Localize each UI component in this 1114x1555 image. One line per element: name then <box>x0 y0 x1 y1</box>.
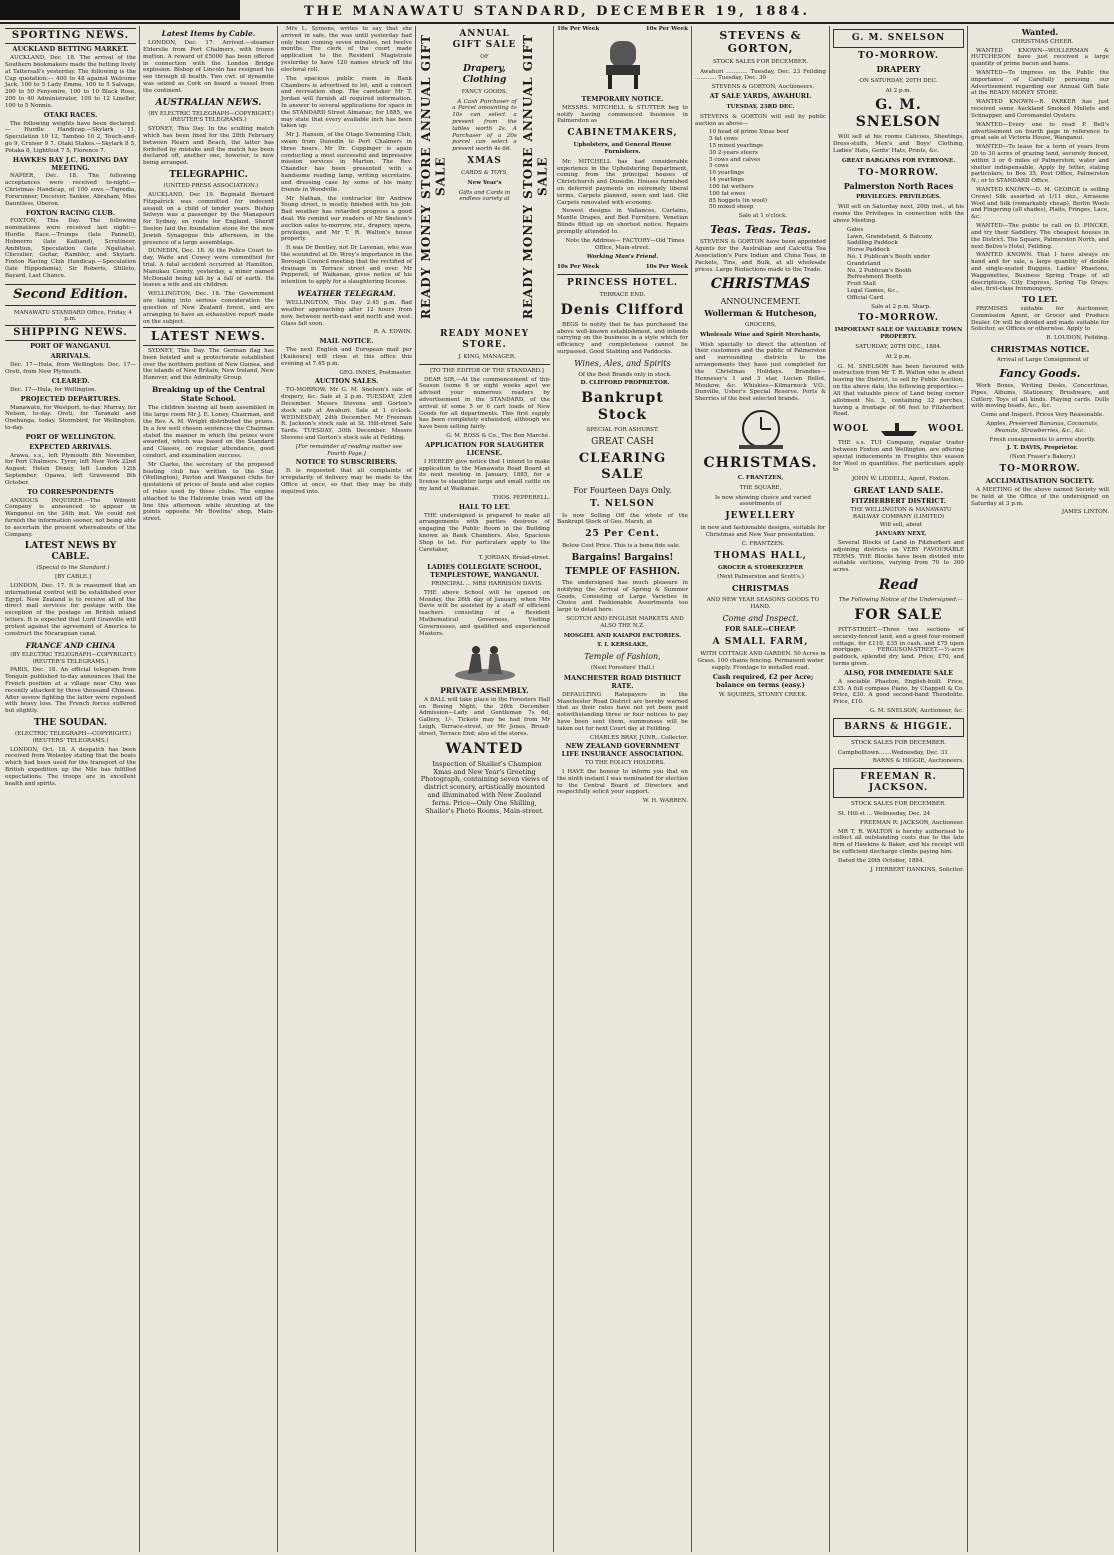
upholsterers-heading: Upholsters, and General House Furnishers. <box>573 142 672 155</box>
small-farm-heading: A SMALL FARM, <box>712 637 809 648</box>
great-cash-heading: GREAT CASH <box>591 437 654 448</box>
second-edition-date: MANAWATU STANDARD Office, Friday, 4 p.m. <box>13 309 133 323</box>
land-sale-heading: GREAT LAND SALE. <box>853 485 944 496</box>
sale-yards-heading: AT SALE YARDS, AWAHURI. <box>709 92 812 101</box>
wanted-item-5: WANTED—To lease for a term of years from 20 to 30 acres of grazing land, securely fenced, within 3 or 6 miles of Palmerston; water and shelter indispensable. Apply by letter, stating particulars, to Box 35, Post Office, Palmerston N.; or to STANDARD Office. <box>971 144 1109 185</box>
denis-clifford-heading: Denis Clifford <box>560 301 685 318</box>
nelson-text: Is now Selling Off the whole of the Bankrupt Stock of Geo. Marsh, at <box>557 512 688 526</box>
subscribers-heading: NOTICE TO SUBSCRIBERS. <box>295 458 398 467</box>
list-item: Official Card. <box>847 294 885 301</box>
xmas-cards: CARDS & TOYS, <box>461 169 508 176</box>
drapery-heading: DRAPERY <box>876 63 921 74</box>
school-text: The children leaving all been assembled in the large room Mr J. E. Loney, Chairman, and the Rev. A. M. Wright distributed the prizes. In a few well chosen sentences the Chairman stated the manner in which the prizes were awarded, which was based on the Standard and Classes, on regular attendance, good conduct, and examination success. <box>143 405 274 459</box>
life-insurance-text: I HAVE the honour to inform you that on the ninth instant I was nominated for election to the Central Board of Directors and respectfully solicit your support. <box>557 769 688 796</box>
fancy-goods-text: Work Boxes, Writing Desks, Concertinas, Pipes, Albums, Stationery, Brushware, and Cutlery. Toys of all kinds. Playing cards. Dolls with moving heads, &c., &c. <box>971 382 1109 410</box>
wollerman-text: Wish specially to direct the attention of their customers and the public of Palmerston and surrounding districts to the arrangements they have just completed for the Christmas Holidays. Brandies—Hennessy's 1 and 3 star, Lucien Bellot, Meukow, &c. Whiskies—Kilmarnock V.O., Dunville, Usher's Special Reserve. Ports & Sherries of the best selected brands. <box>695 341 826 403</box>
list-item: 5 cows and calves <box>709 156 761 163</box>
local-para-3: Mr J. Hanson, of the Otago Swimming Club, swam from Dunedin to Port Chalmers in three hours. Mr Dr. Coppinger is again conducting a most successful and impressive mission services in Marton. The Rev. Chandler has been presented with a handsome reading lamp, writing secretaire, and dressing case by some of his many friends in Woodville. <box>281 132 412 193</box>
hall-signature: T. JORDAN, Broad-street. <box>478 555 550 562</box>
list-item: 85 hoggets (in wool) <box>709 197 768 204</box>
races-time: Sale at 2 p.m. Sharp. <box>871 303 931 310</box>
for-sale-cheap-heading: FOR SALE—CHEAP. <box>724 625 797 634</box>
school-text-2: Mr Clarke, the secretary of the proposed boating club has written to the Star, (Wellington), Pavton and Wanganui clubs for quotations of prices of boats and also copies of rules used by these clubs. The engine attached to the Halcombe train went off the line this afternoon while shunting at the points opposite Mr Bowlins' shop, Main-street. <box>143 461 274 523</box>
thomas-hall-christmas: CHRISTMAS <box>732 583 789 594</box>
expected-label: EXPECTED ARRIVALS. <box>29 442 112 451</box>
to-editor-heading: [TO THE EDITOR OF THE STANDARD.] <box>430 367 544 374</box>
races-text: Will sell on Saturday next, 20th inst., at his rooms the Privileges in connection with the above Meeting. <box>833 204 964 224</box>
walton-notice-signature: J. HERBERT HANKINS, Solicitor. <box>870 866 964 873</box>
frantzen-name: C. FRANTZEN, <box>737 475 784 482</box>
auction-text: TO-MORROW. Mr G. M. Snelson's sale of drapery, &c. Sale at 2 p.m. TUESDAY, 23rd December. Messrs Stevens and Gorton's stock sale at Awahuri. Sale at 1 o'clock. WEDNESDAY, 24th December. Mr Freeman R. Jackson's stock sale at St. Hill-street Sale Yards. TUESDAY, 30th December. Messrs Stevens and Gorton's stock sale at Feilding. <box>281 387 412 442</box>
clock-illustration <box>695 407 826 451</box>
divider <box>557 274 688 275</box>
telegraphic-tag: (UNITED PRESS ASSOCIATION.) <box>163 183 259 190</box>
temple-text: The undersigned has much pleasure in notifying the Arrival of Spring & Summer Goods, Consisting of Large Varieties in Choice and Fashionable Assortments too large to detail here. <box>557 579 688 614</box>
foxton-heading: FOXTON RACING CLUB. <box>25 208 116 217</box>
latest-cable-heading: LATEST NEWS BY CABLE. <box>24 541 117 563</box>
wanted-item-2: WANTED—To impress on the Public the importance of Carefully perusing our Advertisement regarding our Annual Gift Sale at the READY MONEY STORE. <box>971 70 1109 97</box>
correspondents-heading: TO CORRESPONDENTS <box>27 487 114 496</box>
fitzherbert-will: Will sell, about <box>879 522 923 529</box>
to-let-text: PREMISES suitable for Auctioneer, Commission Agent, or Grocer and Produce Dealer. Or will be divided and made suitable for Solicitor, as Offices or otherwise. Apply to <box>971 305 1109 333</box>
immediate-sale-text: A sociable Phaeton, English-built. Price, £35. A full compass Piano, by Chappell & Co. Price, £30. A good second-hand Theodolite. Price, £10. <box>833 678 964 706</box>
great-bargains: GREAT BARGAINS FOR EVERYONE. <box>841 157 956 164</box>
gift-sale-drapery: Drapery, Clothing <box>462 63 507 85</box>
wool-signature: JOHN W. LIDDELL, Agent, Foxton. <box>851 476 951 483</box>
terrace-end: TERRACE END. <box>599 291 646 298</box>
ladies-school-principal: PRINCIPAL ... MRS HARRISON DAVIS. <box>431 581 543 588</box>
tomorrow-heading-2: TO-MORROW. <box>857 167 940 178</box>
read-heading: Read <box>878 577 919 594</box>
wines-text: Of the Best Brands only in stock. <box>578 371 672 378</box>
gift-sale-text: A Cash Purchaser of a Parcel amounting to 10s can select a present from the tables worth 2s. A Purchaser of a 20s parcel can select a present worth 4s 6d. <box>452 98 517 153</box>
fancy-goods-heading: Fancy Goods. <box>999 366 1081 380</box>
telegraphic-text-3: WELLINGTON, Dec. 18. The Government are taking into serious consideration the question of New Zealand forest, and are arranging to have an exhaustive report made on the subject. <box>143 291 274 325</box>
column-4 <box>416 26 554 1552</box>
fitzherbert-january: JANUARY NEXT, <box>875 531 927 538</box>
xmas-title: XMAS <box>467 156 502 166</box>
column-3 <box>278 26 416 1552</box>
gift-sale-title: ANNUAL GIFT SALE <box>452 29 517 50</box>
france-text: PARIS, Dec. 18. An official telegram from Tonquin published to-day announces that the French position at a village near Chu was recently attacked by three thousand Chinese. After severe fighting the latter were repulsed with heavy loss. The French forces suffered but slightly. <box>5 667 136 715</box>
temporary-notice-heading: TEMPORARY NOTICE. <box>581 94 664 103</box>
immediate-sale-heading: ALSO, FOR IMMEDIATE SALE <box>843 668 954 677</box>
acclimatisation-text: A MEETING of the above named Society will be held at the Office of the undersigned on Saturday at 3 p.m. <box>971 486 1109 507</box>
small-farm-cash: Cash required, £2 per Acre; balance on terms (easy.) <box>712 672 814 689</box>
working-mans-friend: Working Man's Friend. <box>586 254 659 261</box>
otaki-text: The following weights have been declared:— Hurdle Handicap.—Skylark 11, Speculation 10 12, Tamboo 10 2, Touch-and-go 9, Cruiser 9 7. Otaki Stakes.—Skylark 8 5, Potaka 8, Lightfoot 7 5, Florence 7. <box>5 120 136 154</box>
fourteen-days: For Fourteen Days Only. <box>573 485 672 495</box>
wanted-heading: WANTED <box>445 740 524 757</box>
weather-heading: WEATHER TELEGRAM. <box>297 289 396 299</box>
otaki-heading: OTAKI RACES. <box>43 110 98 119</box>
stevens-stock-sales: STOCK SALES FOR DECEMBER. <box>713 58 808 65</box>
mail-signature: GEO. INNES, Postmaster. <box>339 369 412 376</box>
gift-sale-of: OF <box>480 53 489 60</box>
latest-news-heading: LATEST NEWS. <box>143 327 274 346</box>
betting-text: AUCKLAND, Dec. 18. The arrival of the Southern bookmakers made the betting lively at Tattersall's yesterday. The following is the Cup quotation:— 400 to 48 against Welcome Jack, 100 to 5 Lady Emma, 100 to 5 Salvage, 200 to 50 Fenyonire, 100 to 10 Black Rose, 200 to 40 Administrator, 100 to 12 Lineller, 100 to 5 Nonnie. <box>5 55 136 109</box>
tomorrow-heading-4: TO-MORROW. <box>999 464 1081 475</box>
ashurst-heading: SPECIAL FOR ASHURST. <box>586 427 659 434</box>
hawkes-text: NAPIER, Dec. 18. The following acceptances were received to-night:— Christmas Handicap, of 100 sovs.—Tigredia, Forerunner, Deceiver, Yankee, Abraham, Miss Dauntless, Oberon. <box>5 173 136 207</box>
soudan-tag: (ELECTRIC TELEGRAPH—COPYRIGHT.) (REUTERS' TELEGRAMS.) <box>14 730 132 744</box>
auction-heading: AUCTION SALES. <box>314 377 379 386</box>
private-assembly-heading: PRIVATE ASSEMBLY. <box>440 685 529 695</box>
christmas-notice-heading: CHRISTMAS NOTICE. <box>990 344 1090 354</box>
wanted-item-4: WANTED—Every one to read P. Bell's advertisement on fourth page in reference to great sale at Victoria House, Wanganui. <box>971 121 1109 142</box>
thomas-hall-sub: GROCER & STOREKEEPER <box>717 564 804 571</box>
column-7 <box>830 26 968 1552</box>
wool-heading-right: WOOL <box>927 423 964 434</box>
gift-sale-vertical-left: READY MONEY STORE ANNUAL GIFT SALE <box>419 33 448 319</box>
latest-cable-by: [BY CABLE.] <box>55 574 91 581</box>
gift-sale-fancy: FANCY GOODS. <box>461 88 508 95</box>
telegraphic-text-2: DUNEDIN, Dec. 18. At the Police Court to-day, Waite and Cowey were committed for trial. A fatal accident occurred at Hamilton, Manukau County, yesterday, a miner named McDonald being kill by a fall of earth. He leaves a wife and six children. <box>143 248 274 289</box>
denis-clifford-text: BEGS to notify that he has purchased the above well-known establishment, and intends carrying on the business in a style which for efficiency and completeness cannot be surpassed. Good Stabling and Paddocks. <box>557 321 688 356</box>
column-1 <box>2 26 140 1552</box>
list-item: 100 fat ewes <box>709 190 746 197</box>
local-para-2: The spacious public room in Bank Chambers is advertised to let, and a concert and recreation shop. The caretaker Mr T. Jordan will furnish all required information. In answer to several applications for space in the STANDARD Street Almanac, for 1885, we may state that every available inch has been taken up. <box>281 75 412 130</box>
australian-text: SYDNEY, This Day. In the sculling match which has been fixed for the 28th February between Hearn and Beach, the latter has forfeited by mistake and the match has been declared off, another one, however, is now being arranged. <box>143 126 274 167</box>
temple-text-2: SCOTCH AND ENGLISH MARKETS AND ALSO THE N.Z. <box>566 616 684 629</box>
ready-money-store: READY MONEY STORE. <box>440 329 529 350</box>
at-two-pm-2: At 2 p.m. <box>885 353 912 360</box>
bargains-heading: Bargains! Bargains! <box>571 553 674 564</box>
wines-heading: Wines, Ales, and Spirits <box>574 358 671 368</box>
thomas-hall-text: AND NEW YEAR SEASONS GOODS TO HAND. <box>706 597 820 610</box>
xmas-newyear: New Year's <box>467 179 502 186</box>
barns-higgie-heading: BARNS & HIGGIE. <box>844 721 953 732</box>
ready-money-manager: J. KING, MANAGER. <box>458 353 516 360</box>
divider <box>419 364 550 365</box>
list-item: 14 yearlings <box>709 177 745 184</box>
telegraphic-heading: TELEGRAPHIC. <box>169 170 248 181</box>
remainder-note: [For remainder of reading matter see Fourth Page.] <box>295 443 403 457</box>
thomas-hall-address: (Next Palmerston and Scott's.) <box>717 574 804 581</box>
slaughter-text: I HEREBY give notice that I intend to make application to the Manawatu Road Board at its next meeting in January, 1885, for a license to slaughter large and small cattle on my land at Waikanae. <box>419 458 550 492</box>
apples-text: Apples, Preserved Bananas, Cocoanuts, Peanuts, Strawberries, &c., &c. <box>986 421 1099 434</box>
nelson-heading: T. NELSON <box>590 498 655 509</box>
percent-heading: 25 Per Cent. <box>585 529 660 540</box>
soudan-text: LONDON, Oct. 18. A despatch has been received from Wolseley stating that the boats which had been used for the transport of the British expedition up the Nile has fulfilled expectations. The troops are in excellent health and spirits. <box>5 746 136 787</box>
slaughter-signature: THOS. PEPPERELL. <box>492 494 550 501</box>
life-insurance-signature: W. H. WARREN. <box>642 798 688 805</box>
walton-sale-text: G. M. SNELSON has been favoured with instruction from Mr T. R. Walton who is about leaving the District, to sell by Public Auction, on the above date, the following properties:— All that valuable piece of Land being corner allotment No. 3, containing 32 perches, having a frontage of 66 feet to Fitzherbert Road. <box>833 363 964 418</box>
steamship-icon <box>879 421 919 437</box>
list-item: Refreshment Booth <box>847 274 902 281</box>
list-item: 100 fat wethers <box>709 183 754 190</box>
mail-text: The next English and European mail per [Kaikoura] will close at this office this evening at 7.45 p.m. <box>281 347 412 367</box>
wanted-item-8: WANTED KNOWN. That I have always on hand and for sale, a large quantity of double and single-seated Buggies, Ladies' Phaetons, Waggonettes, Business Spring Traps of all descriptions, City Express, Spring Tip Drays; also, first-class Ironmongery. <box>971 252 1109 293</box>
wool-ad <box>833 421 964 437</box>
read-subheading: The Following Notice of the Undersigned:— <box>838 597 964 604</box>
wanted-item-3: WANTED KNOWN—R. PARKER has just received some Auckland Smoked Mullets and Schnapper, and Coromandel Oysters. <box>971 99 1109 119</box>
frantzen-text: Is now showing choice and varied assortments of <box>714 494 812 508</box>
list-item: Lawn, Grandstand, & Balcony <box>847 233 933 240</box>
life-insurance-to: TO THE POLICY HOLDERS. <box>585 760 665 767</box>
wanted-item-1: WANTED KNOWN—WOLLERMAN & HUTCHESON have just received a large quantity of prime bacon and hams. <box>971 47 1109 68</box>
teas-text: STEVENS & GORTON have been appointed Agents for the Australian and Calcutta Tea Association's Pure Indian and China Teas, in Packets, Tins, and Bulk, at all wholesale prices. Large Reductions made to the Trade. <box>695 239 826 273</box>
freeman-stock-sales: STOCK SALES FOR DECEMBER. <box>851 801 946 808</box>
australian-tag: (BY ELECTRIC TELEGRAPH—COPYRIGHT.) (REUTER'S TELEGRAMS.) <box>148 110 274 124</box>
mail-heading: MAIL NOTICE. <box>319 337 374 346</box>
snelson-text: Will sell at his rooms Calicoes, Sheetings, Dress-stuffs, Men's and Boys' Clothing, Ladies' Hats, Gents' Hats, Prints, &c. <box>833 134 964 155</box>
frantzen-christmas-heading: CHRISTMAS. <box>703 454 818 471</box>
hall-heading: HALL TO LET. <box>458 502 511 511</box>
announcement-heading: ANNOUNCEMENT. <box>720 296 801 306</box>
latest-cable-text: LONDON, Dec. 17. It is reasumed that an international control will be established over Egypt. New Zealand is to receive all of the direct mail services for postage with the exception of the postage on British inland letters. It is expected that Lord Granville will protest against the agreement of America to construct the Nicaraguan canal. <box>5 583 136 637</box>
gift-sale-vertical-right: READY MONEY STORE ANNUAL GIFT SALE <box>520 33 550 319</box>
betting-heading: AUCKLAND BETTING MARKET. <box>12 45 129 54</box>
kerslake-heading: T. I. KERSLAKE, <box>596 642 648 649</box>
latest-cable-sub: (Special to the Standard.) <box>36 565 110 572</box>
davis-signature: J. T. DAVIS, Proprietor. <box>1006 445 1079 452</box>
cleared-text: Dec. 17—Hula, for Wellington. <box>10 386 97 393</box>
per-week-bottom-right: 10s Per Week <box>645 264 688 271</box>
saturday-heading-2: SATURDAY, 20TH DEC., 1884. <box>855 344 942 351</box>
mosgiel-heading: MOSGIEL AND KAIAPOI FACTORIES. <box>563 632 682 639</box>
come-inspect: Come and Inspect. <box>722 613 799 623</box>
weather-signature: R. A. EDWIN. <box>373 329 412 336</box>
to-let-heading: TO LET. <box>1022 294 1058 305</box>
fresh-text: Fresh consignments to arrive shortly. <box>989 436 1096 443</box>
list-item: 30 2-years steers <box>709 149 758 156</box>
to-editor-signature: G. M. ROSS & Co., The Bon Marché. <box>446 433 550 440</box>
column-8 <box>968 26 1112 1552</box>
dancing-couple-illustration <box>419 642 550 682</box>
life-insurance-heading: NEW ZEALAND GOVERNMENT LIFE INSURANCE ASSOCIATION. <box>561 742 684 759</box>
shipping-heading: SHIPPING NEWS. <box>5 325 136 341</box>
per-week-top <box>557 26 688 33</box>
temporary-notice-text-2: Mr. MITCHELL has had considerable experience in the Upholstering Department, coming from the principal houses of Christchurch and Dunedin. Houses furnished on deferred payments on extremely liberal terms. Carpets planned, sewn and laid. Old Carpets renovated with economy. <box>557 158 688 206</box>
snelson-big: G. M. SNELSON <box>855 97 942 131</box>
expected-text: Arawa, s.s., left Plymouth 8th November, for Port Chalmers. Tyrer, left New York 22nd August; Helen Denny, left London 12th September; Opawa, left Gravesend 8th October. <box>5 452 136 486</box>
cabinetmakers-heading: CABINETMAKERS, <box>567 128 678 139</box>
sale-yards-text: STEVENS & GORTON will sell by public auction as above— <box>695 113 826 127</box>
christmas-cheer-heading: CHRISTMAS CHEER. <box>1011 38 1074 45</box>
frantzen-signature: C. FRANTZEN. <box>741 540 785 547</box>
factory-address: Note the Address— FACTORY—Old Times Office, Main-street. <box>565 237 685 251</box>
at-two-pm: At 2 p.m. <box>885 87 912 94</box>
xmas-gifts: Gifts and Cards in endless variety at <box>458 189 511 203</box>
column-5 <box>554 26 692 1552</box>
barns-stock-sales: STOCK SALES FOR DECEMBER. <box>851 739 946 746</box>
list-item: 5 cows <box>709 163 729 170</box>
masthead-title: THE MANAWATU STANDARD, DECEMBER 19, 1884. <box>303 3 811 19</box>
arrivals-text: Dec. 17—Hula, from Wellington. Dec. 17—Oreti, from New Plymouth. <box>5 362 136 376</box>
davis-address: (Next Fraser's Bakery.) <box>1009 454 1076 461</box>
sporting-heading: SPORTING NEWS. <box>5 28 136 44</box>
important-sale-heading: IMPORTANT SALE OF VALUABLE TOWN PROPERTY. <box>834 327 963 341</box>
thomas-hall-heading: THOMAS HALL, <box>714 550 807 561</box>
per-week-top-right: 10s Per Week <box>645 26 688 32</box>
princess-hotel-heading: PRINCESS HOTEL. <box>566 277 678 288</box>
hawkes-heading: HAWKES BAY J.C. BOXING DAY MEETING. <box>12 155 129 172</box>
list-item: 5 fat cows <box>709 136 738 143</box>
frantzen-text-2: in new and fashionable designs, suitable for Christmas and New Year presentation. <box>700 525 826 539</box>
teas-heading: Teas. Teas. Teas. <box>710 222 811 236</box>
christmas-notice-sub: Arrival of Large Consignment of <box>996 356 1089 363</box>
wanted-column-heading: Wanted. <box>1021 27 1059 37</box>
ladies-school-heading: LADIES COLLEGIATE SCHOOL, TEMPLESTOWE, WANGANUI. <box>427 563 542 580</box>
latest-news-text: SYDNEY, This Day. The German flag has been hoisted and a protectorate established over the northern portion of New Guinea, and the islands of New Britain, New Ireland, New Hanover, and the Admiralty Group. <box>143 347 274 382</box>
freeman-jackson-heading: FREEMAN R. JACKSON. <box>860 772 937 794</box>
wellington-heading: PORT OF WELLINGTON. <box>25 432 116 441</box>
freeman-sale-text: St. Hill-st ... Wednesday, Dec. 24 <box>838 811 931 817</box>
list-item: Horse Paddock <box>847 247 890 254</box>
fitzherbert-heading: FITZHERBERT DISTRICT. <box>851 496 946 505</box>
fitzherbert-text: Several Blocks of Land in Fitzherbert and adjoining districts on VERY FAVOURABLE TERMS. THE Blocks have been divided into suitable sections, varying from 70 to 300 acres. <box>833 539 964 574</box>
below-cost-text: Below Cost Price. This is a bona fide sale. <box>562 543 681 550</box>
temple-heading: TEMPLE OF FASHION. <box>565 567 680 577</box>
page-columns <box>2 26 1112 1552</box>
stock-sale-time: Sale at 1 o'clock. <box>738 213 788 220</box>
acclimatisation-heading: ACCLIMATISATION SOCIETY. <box>985 477 1095 486</box>
privileges-heading: PRIVILEGES. PRIVILEGES. <box>856 194 941 201</box>
australian-heading: AUSTRALIAN NEWS. <box>155 97 262 108</box>
per-week-bottom-left: 10s Per Week <box>557 264 600 271</box>
second-edition-heading: Second Edition. <box>5 284 136 306</box>
stevens-gorton-heading: STEVENS & GORTON, <box>719 29 802 56</box>
wanted-item-6: WANTED KNOWN—D. M. GEORGE is selling Crewel Silk assorted at 1/11 doz., Arrasene Wool and Silk (remarkably cheap), Berlin Wools and Fingering (all shades), Plaits, Fringes, Lace, &c. <box>971 187 1109 221</box>
wanted-item-7: WANTED—The public to call on D. PINCKE, and try their Saddlery. The cheapest houses in the District. The Square, Palmerston North, and next Bellve's Hotel, Feilding. <box>971 223 1109 250</box>
weather-text: WELLINGTON, This Day 2.45 p.m. Bad weather approaching after 12 hours from now, between north-east and north and west. Glass fall soon. <box>281 300 412 327</box>
per-week-top-left: 10s Per Week <box>557 26 600 32</box>
masthead <box>0 0 1114 24</box>
barns-signature: BARNS & HIGGIE, Auctioneers. <box>872 758 964 765</box>
france-tag: (BY ELECTRIC TELEGRAPH—COPYRIGHT.) (REUTER'S TELEGRAMS.) <box>10 651 136 665</box>
grocers-heading: GROCERS, <box>744 322 777 329</box>
clearing-sale-heading: CLEARING SALE <box>578 451 667 483</box>
acclimatisation-signature: JAMES LINTON. <box>1061 509 1109 516</box>
temporary-notice-text: MESSRS. MITCHELL & STUTTER beg to notify having commenced business in Palmerston as <box>557 104 688 125</box>
ladies-school-text: THE above School will be opened on Monday, the 26th day of January, when Mrs Davis will be assisted by a staff of efficient teachers consisting of a Resident Mathematical Governess, Visiting Governesses, and qualified and experienced Masters. <box>419 589 550 637</box>
wollerman-heading: Wollerman & Hutcheson, <box>704 308 817 319</box>
walton-notice-text: MR T. R. WALTON is hereby authorised to collect all outstanding costs due to the late firm of Hawkins & Baker, and his receipt will be sufficient discharge climbs paying him. <box>833 828 964 856</box>
column-2 <box>140 26 278 1552</box>
rate-heading: MANCHESTER ROAD DISTRICT RATE. <box>563 673 682 690</box>
christmas-heading: CHRISTMAS <box>710 276 811 293</box>
small-farm-signature: W. SQUIRES, STONEY CREEK. <box>718 691 808 698</box>
denis-clifford-signature: D. CLIFFORD PROPRIETOR. <box>580 380 670 387</box>
kerslake-address: (Next Foresters' Hall.) <box>590 665 655 672</box>
list-item: Saddling Paddock <box>847 240 898 247</box>
races-list <box>833 227 964 302</box>
list-item: 15 mixed yearlings <box>709 143 763 150</box>
temporary-notice-text-3: Newest designs in Vallances, Curtains, Mantle Drapes, and Bed Furniture. Venetian Blinds fitted up on shortest notice. Repairs promptly attended to. <box>557 208 688 235</box>
wanganui-heading: PORT OF WANGANUI. <box>30 342 111 351</box>
to-let-signature: R. LOUDON, Feilding. <box>1046 335 1109 342</box>
list-item: Legal Games, &c., <box>847 288 900 294</box>
sale-yards-date: TUESDAY, 23RD DEC. <box>726 103 795 110</box>
snelson-heading: G. M. SNELSON <box>851 33 946 43</box>
list-item: 10 head of prime Xmas beef <box>709 129 789 136</box>
cleared-label: CLEARED. <box>51 376 90 385</box>
list-item: Fruit Stall <box>847 281 876 288</box>
come-inspect-text: Come and Inspect. Prices Very Reasonable. <box>980 412 1105 419</box>
france-heading: FRANCE AND CHINA <box>25 640 116 650</box>
subscribers-text: It is requested that all complaints of irregularity of delivery may be made to the Office at once, so that they may be duly inquired into. <box>281 468 412 495</box>
fitzherbert-company: THE WELLINGTON & MANAWATU RAILWAY COMPANY (LIMITED) <box>850 506 952 520</box>
arrivals-label: ARRIVALS. <box>50 352 91 361</box>
saturday-heading: ON SATURDAY, 20TH DEC. <box>859 77 938 84</box>
rate-text: DEFAULTING Ratepayers in the Manchester Road District are hereby warned that as their rates have not yet been paid notwithstanding three or four notices to pay have been sent them, summonses will be taken out for next Court day at Feilding. <box>557 691 688 732</box>
local-para-5: It was Dr Bentley, not Dr Lavenan, who was the scoundrel at Dr. Wrey's importance in the Borough Council meeting that the rectified of drainage in Terrace street and over. Mr Pepperell, of Waikanae, gives notice of his intention to apply for a slaughtering license. <box>281 245 412 286</box>
column-6 <box>692 26 830 1552</box>
chair-illustration <box>557 37 688 92</box>
telegraphic-text: AUCKLAND, Dec 19. Reginald Bernard Fitzpatrick was committed for indecent assault on a child of tender years. Bishop Selwyn was a passenger by the Manapouri for Sydney, en route for England. Sheriff Seelon laid the foundation stone for the new Jewish Synagogue this afternoon, in the presence of a large assemblage. <box>143 191 274 246</box>
jewellery-heading: JEWELLERY <box>725 511 796 522</box>
wool-text: THE s.s. TUI Company, regular trader between Foxton and Wellington, are offering special inducements in Freights this season for Wool in quantities. For particulars apply to <box>833 440 964 474</box>
wholesale-heading: Wholesale Wine and Spirit Merchants, <box>700 331 821 338</box>
foxton-text: FOXTON, This Day. The following nominations were received last night:— Hurdle Race.—Trumps (late Pannell), Hobnerre (late Kailiand), Scrutineer, Ambition, Speculation (late Ngatiaha), Chevalier, Guitar, Rambler, and Skylark. Foxton Racing Club Handicap.—Speculation (late Hippodamia), Sir Roberts, Stilleto, Bayard, Last Chance. <box>5 218 136 279</box>
barns-sale-text: Campbelltown.......Wednesday, Dec. 31 <box>838 749 948 756</box>
hall-text: THE undersigned is prepared to make all arrangements with parties desirous of engaging the Public Room in the Building known as Bank Chambers. Also, Spacious Shop to let. For particulars apply to the Caretaker, <box>419 512 550 553</box>
to-editor-text: DEAR SIR,—At the commencement of this Season (some 6 or eight weeks ago) we advised your numerous readers by advertisement in the STANDARD, of the arrival of some 5 or 6 cart loads of New Goods for all departments. This first supply has been completely exhausted, although we have been selling fairly. <box>419 376 550 431</box>
immediate-sale-signature: G. M. SNELSON, Auctioneer, &c. <box>869 708 964 715</box>
list-item: No. 2 Publican's Booth <box>847 267 912 274</box>
per-week-bottom <box>557 264 688 271</box>
cable-items-text: LONDON, Dec. 17. Arrived.—steamer Elderslie from Port Chalmers, with frozen mutton. A reward of £5000 has been offered in connection with the London Bridge explosion. Bishop of Lincoln has resigned his see through ill health. Two cwt. of dynamite was seized as Cork on board a vessel from the continent. <box>143 40 274 94</box>
walton-notice-date: Dated the 20th October, 1884. <box>838 857 925 864</box>
correspondents-text: ANXIOUS INQUIRER.—The Wilmott Company is announced to appear in Wanganui on the 24th inst. We could not furnish the information sooner, not being able to ascertain the present whereabouts of the Company. <box>5 497 136 538</box>
bankrupt-stock-heading: Bankrupt Stock <box>581 390 664 424</box>
freeman-signature: FREEMAN R. JACKSON, Auctioneer. <box>860 819 964 826</box>
stevens-sale-list: Awahuri ............ Tuesday, Dec. 23 Feilding ............ Tuesday, Dec. 30 <box>695 68 826 82</box>
rate-signature: CHARLES BRAY, JUNR., Collector. <box>590 734 688 741</box>
frantzen-square: THE SQUARE, <box>739 484 782 491</box>
races-heading: Palmerston North Races <box>843 180 954 191</box>
list-item: Gates <box>847 226 864 233</box>
for-sale-text: PITT-STREET.—Three two sections of securely-fenced land, and a good four-roomed cottage, for £110, £35 in cash, and £75 upon mortgage. FERGUSON-STREET.—½-acre paddock, splendid dry land. Price, £70, and terms given. <box>833 626 964 668</box>
stock-list <box>695 129 826 211</box>
kerslake-temple: Temple of Fashion, <box>584 652 661 662</box>
slaughter-heading: APPLICATION FOR SLAUGHTER LICENSE. <box>425 440 544 457</box>
gift-sale-ad <box>419 26 550 326</box>
stevens-signature: STEVENS & GORTON, Auctioneers. <box>711 84 815 91</box>
small-farm-text: WITH COTTAGE AND GARDEN. 50 Acres in Grass. 100 chains fencing. Permanent water supply. Frontage to metalled road. <box>697 651 826 671</box>
list-item: 50 mixed sheep <box>709 204 754 211</box>
wanted-text: Inspection of Shailer's Champion Xmas and New Year's Greeting Photograph, containing seven views of district scenery, artistically mounted and illuminated with New Zealand ferns. Price—Only One Shilling, Shailer's Photo Rooms, Main-street. <box>420 759 549 816</box>
school-heading: Breaking up of the Central State School. <box>151 385 266 404</box>
wool-heading: WOOL <box>833 423 870 434</box>
tomorrow-heading-3: TO-MORROW. <box>857 313 940 324</box>
for-sale-heading: FOR SALE <box>854 606 943 623</box>
cable-items-heading: Latest Items by Cable. <box>161 29 256 38</box>
private-assembly-text: A BALL will take place in the Foresters Hall on Boxing Night, the 26th December. Admission—Lady and Gentleman 7s 6d, Gallery, 1/-. Tickets may be had from Mr Leigh, Terrace-street, or Mr Jones, Broad-street, Terrace End; also at the stores. <box>419 696 550 737</box>
list-item: 10 yearlings <box>709 170 745 177</box>
masthead-bar <box>0 0 240 20</box>
projected-label: PROJECTED DEPARTURES. <box>20 394 121 403</box>
local-para-1: Mrs L. Symons, writes to say that she arrived in safe, the was until yesterday had only been coming seven minutes, not twelve months. The clerk of the court made application to the Resident Magistrate yesterday to have 120 names struck off the electoral roll. <box>281 26 412 73</box>
tomorrow-heading: TO-MORROW. <box>857 50 940 61</box>
list-item: No. 1 Publican's Booth under Grandstand <box>847 253 931 267</box>
gift-sale-body <box>452 26 517 326</box>
projected-text: Manawatu, for Westport, to-day. Murray, for Nelson, to-day. Oreti, for Taranaki and Onehunga, today. Stormbird, for Wellington, to-day. <box>5 404 136 431</box>
local-para-4: Mr Nathan, the contractor for Andrew Young street, is mostly finished with his job. Bad weather has retarded progress a good deal. We remind our readers of Mr Snelson's auction sales to-morrow, viz., drapery, opera, privileges, and Mr T. R. Walton's house property. <box>281 195 412 243</box>
soudan-heading: THE SOUDAN. <box>34 718 107 728</box>
